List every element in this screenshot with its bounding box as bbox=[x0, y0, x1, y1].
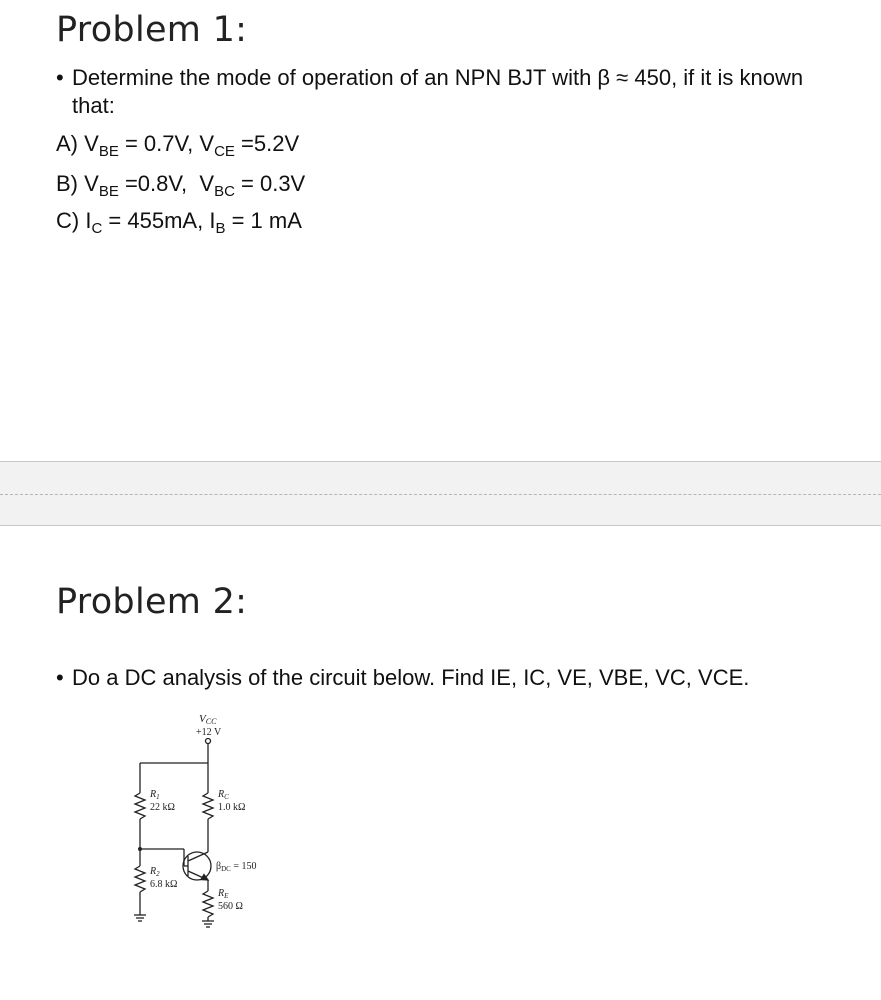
vcc-value: +12 V bbox=[196, 727, 222, 738]
bullet-dot-icon: • bbox=[56, 665, 64, 690]
problem-2-bullet bbox=[56, 664, 836, 692]
slide-problem-2 bbox=[0, 526, 881, 1000]
rc-value: 1.0 kΩ bbox=[218, 802, 246, 813]
item-b: B) $V_{BE} =0.8V$, $V_{BC} = 0.3V$ bbox=[56, 171, 306, 200]
problem-2-title: Problem 2: bbox=[56, 582, 248, 622]
slide-problem-1 bbox=[0, 0, 881, 461]
circuit-diagram bbox=[110, 711, 310, 936]
re-resistor-icon bbox=[203, 891, 213, 917]
r2-value: 6.8 kΩ bbox=[150, 879, 178, 890]
r1-resistor-icon bbox=[135, 793, 145, 819]
re-value: 560 Ω bbox=[218, 901, 243, 912]
base-node-dot bbox=[138, 847, 142, 851]
item-a: A) $V_{BE} = 0.7V$, $V_{CE} =5.2V$ bbox=[56, 131, 300, 160]
vcc-terminal bbox=[206, 739, 211, 744]
r2-label: $R_2$ bbox=[150, 866, 160, 878]
problem-1-bullet-text: Determine the mode of operation of an NPN BJT with β ≈ 450, if it is known that: bbox=[72, 65, 804, 118]
page-break-divider bbox=[0, 494, 881, 495]
rc-label: $R_C$ bbox=[218, 789, 229, 801]
beta-label: $\beta_{DC} = 150$ bbox=[216, 861, 257, 873]
rc-resistor-icon bbox=[203, 793, 213, 819]
bullet-dot-icon: • bbox=[56, 65, 64, 90]
item-c: C) $I_C = 455mA$, $I_B = 1$ mA bbox=[56, 208, 302, 237]
problem-2-bullet-text: Do a DC analysis of the circuit below. Find IE, IC, VE, VBE, VC, VCE. bbox=[72, 665, 750, 690]
r1-label: $R_1$ bbox=[150, 789, 160, 801]
vcc-label: VCC bbox=[199, 713, 217, 726]
slide-gap bbox=[0, 461, 881, 526]
problem-1-title: Problem 1: bbox=[56, 10, 248, 50]
problem-1-bullet bbox=[56, 64, 816, 120]
re-label: $R_E$ bbox=[218, 888, 229, 900]
r2-resistor-icon bbox=[135, 866, 145, 892]
r1-value: 22 kΩ bbox=[150, 802, 175, 813]
